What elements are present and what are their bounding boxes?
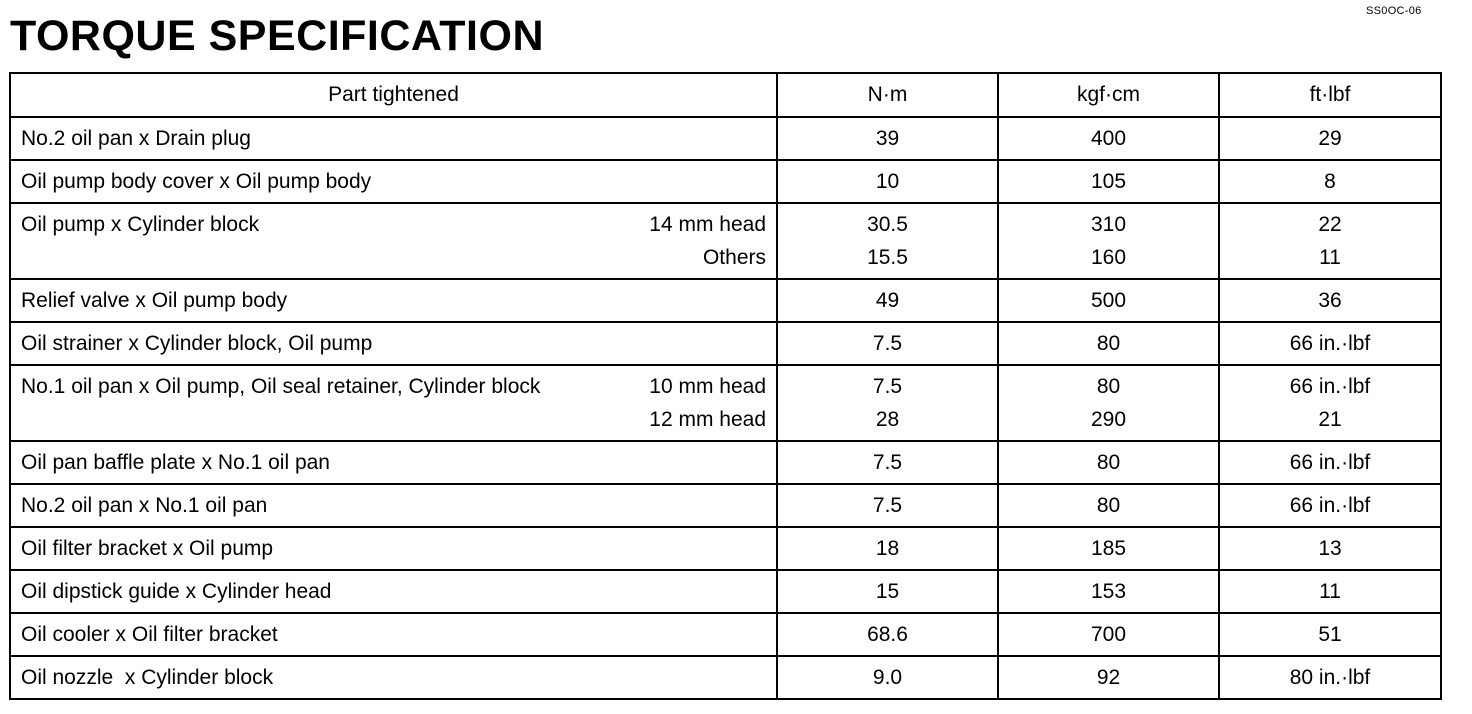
ftlbf-cell — [1219, 365, 1441, 441]
header-kgfcm: kgf·cm — [998, 73, 1219, 117]
ftlbf-cell: 66 in.·lbf — [1219, 484, 1441, 527]
table-row — [10, 322, 1441, 365]
nm-cell: 7.5 — [777, 484, 998, 527]
table-row — [10, 279, 1441, 322]
value: 15.5 — [867, 246, 908, 269]
kgfcm-cell: 700 — [998, 613, 1219, 656]
part-cell: Oil cooler x Oil filter bracket — [10, 613, 777, 656]
part-name: Oil pump x Cylinder block — [21, 213, 260, 236]
ftlbf-cell: 29 — [1219, 117, 1441, 160]
kgfcm-cell — [998, 203, 1219, 279]
part-cell — [10, 203, 777, 279]
part-cell: Oil pan baffle plate x No.1 oil pan — [10, 441, 777, 484]
table-row — [10, 203, 1441, 279]
header-nm: N·m — [777, 73, 998, 117]
value: 11 — [1319, 246, 1341, 269]
ftlbf-cell: 11 — [1219, 570, 1441, 613]
table-row — [10, 570, 1441, 613]
ftlbf-cell: 51 — [1219, 613, 1441, 656]
kgfcm-cell: 400 — [998, 117, 1219, 160]
header-part-tightened: Part tightened — [10, 73, 777, 117]
part-cell: Oil filter bracket x Oil pump — [10, 527, 777, 570]
table-row — [10, 117, 1441, 160]
nm-cell: 15 — [777, 570, 998, 613]
nm-cell: 7.5 — [777, 441, 998, 484]
ftlbf-cell: 66 in.·lbf — [1219, 322, 1441, 365]
kgfcm-cell: 185 — [998, 527, 1219, 570]
value: 66 in.·lbf — [1289, 375, 1371, 398]
ftlbf-cell — [1219, 203, 1441, 279]
value: 21 — [1318, 408, 1342, 431]
part-cell: No.2 oil pan x Drain plug — [10, 117, 777, 160]
part-cell — [10, 365, 777, 441]
nm-cell — [777, 365, 998, 441]
nm-cell — [777, 203, 998, 279]
ftlbf-cell: 66 in.·lbf — [1219, 441, 1441, 484]
kgfcm-cell: 80 — [998, 441, 1219, 484]
nm-cell: 49 — [777, 279, 998, 322]
kgfcm-cell: 105 — [998, 160, 1219, 203]
kgfcm-cell — [998, 365, 1219, 441]
part-cell: Oil nozzle x Cylinder block — [10, 656, 777, 699]
kgfcm-cell: 500 — [998, 279, 1219, 322]
torque-table — [9, 72, 1442, 700]
ftlbf-cell: 13 — [1219, 527, 1441, 570]
value: 80 — [1096, 375, 1121, 398]
value: 28 — [875, 408, 900, 431]
part-cell: Oil dipstick guide x Cylinder head — [10, 570, 777, 613]
part-cell: Oil pump body cover x Oil pump body — [10, 160, 777, 203]
header-ftlbf: ft·lbf — [1219, 73, 1441, 117]
kgfcm-cell: 153 — [998, 570, 1219, 613]
table-row — [10, 527, 1441, 570]
part-cell: No.2 oil pan x No.1 oil pan — [10, 484, 777, 527]
table-row — [10, 656, 1441, 699]
nm-cell: 10 — [777, 160, 998, 203]
table-row — [10, 484, 1441, 527]
sub-label: 12 mm head — [649, 408, 766, 431]
table-header-row — [10, 73, 1441, 117]
part-cell: Relief valve x Oil pump body — [10, 279, 777, 322]
ftlbf-cell: 8 — [1219, 160, 1441, 203]
sub-label: 10 mm head — [649, 375, 766, 398]
value: 30.5 — [867, 213, 908, 236]
nm-cell: 7.5 — [777, 322, 998, 365]
table-row — [10, 613, 1441, 656]
value: 160 — [1090, 246, 1127, 269]
kgfcm-cell: 80 — [998, 484, 1219, 527]
part-cell: Oil strainer x Cylinder block, Oil pump — [10, 322, 777, 365]
nm-cell: 18 — [777, 527, 998, 570]
value: 7.5 — [872, 375, 903, 398]
nm-cell: 68.6 — [777, 613, 998, 656]
part-name: No.1 oil pan x Oil pump, Oil seal retainer, Cylinder block — [21, 375, 541, 398]
table-row — [10, 160, 1441, 203]
sub-label: 14 mm head — [649, 213, 766, 236]
ftlbf-cell: 36 — [1219, 279, 1441, 322]
table-row — [10, 365, 1441, 441]
sub-label: Others — [702, 246, 766, 269]
document-code: SS0OC-06 — [1366, 5, 1422, 17]
kgfcm-cell: 80 — [998, 322, 1219, 365]
nm-cell: 39 — [777, 117, 998, 160]
table-row — [10, 441, 1441, 484]
value: 22 — [1318, 213, 1342, 236]
value: 290 — [1090, 408, 1127, 431]
kgfcm-cell: 92 — [998, 656, 1219, 699]
value: 310 — [1090, 213, 1127, 236]
nm-cell: 9.0 — [777, 656, 998, 699]
page-title: TORQUE SPECIFICATION — [10, 12, 544, 60]
ftlbf-cell: 80 in.·lbf — [1219, 656, 1441, 699]
